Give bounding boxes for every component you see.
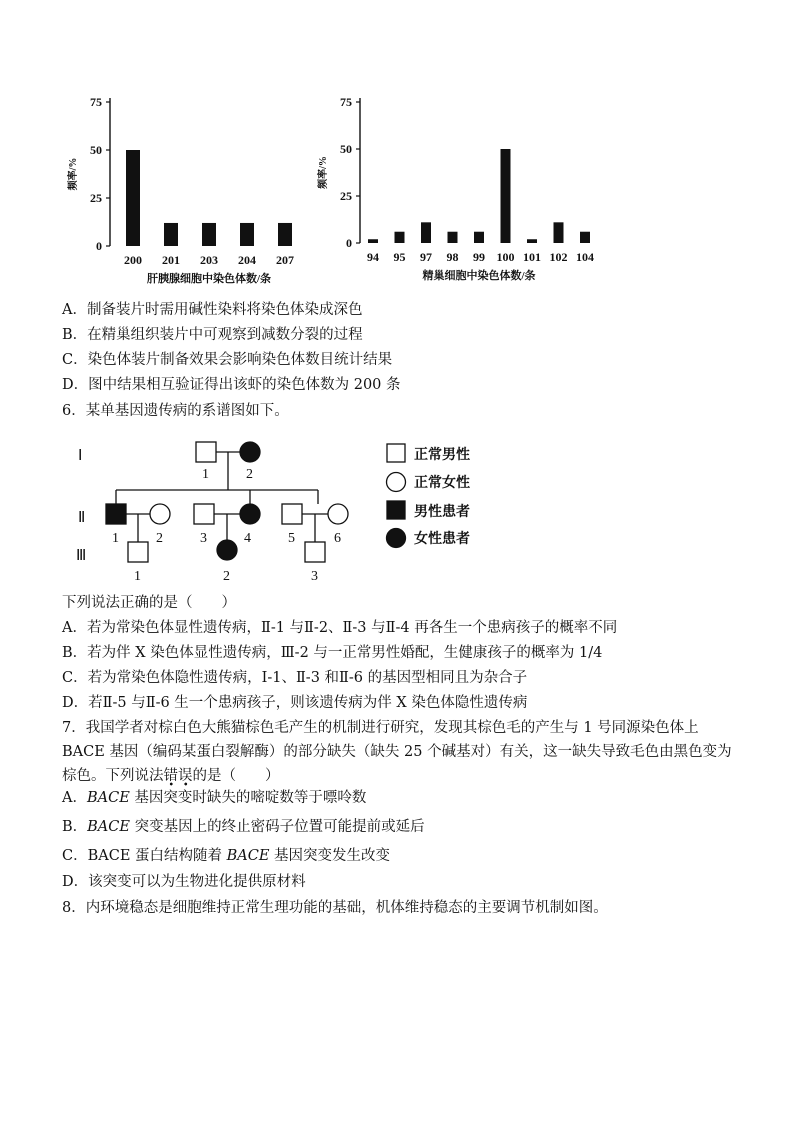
- chart-1-bar: [474, 232, 484, 243]
- q7-option-a: [62, 788, 366, 808]
- q7-option-a-gene: BACE: [86, 790, 130, 806]
- chart-1-y-tick-label: 50: [340, 142, 352, 156]
- chart-1-bar: [395, 232, 405, 243]
- q6-option-b: B．若为伴 X 染色体显性遗传病，Ⅲ-2 与一正常男性婚配，生健康孩子的概率为 1/4: [62, 645, 603, 661]
- chart-1-x-tick-label: 98: [446, 250, 459, 264]
- generation-label-3: Ⅲ: [76, 548, 87, 564]
- q5-option-a: A．制备装片时需用碱性染料将染色体染成深色: [62, 302, 363, 318]
- legend-affected-male: 男性患者: [414, 505, 470, 520]
- q8-stem: 8．内环境稳态是细胞维持正常生理功能的基础，机体维持稳态的主要调节机制如图。: [62, 900, 608, 916]
- pedigree-chart: [60, 430, 490, 590]
- q7-option-d-label: D．该突变可以为生物进化提供原材料: [62, 874, 306, 890]
- chart-0-y-label: 频率/%: [68, 157, 79, 191]
- q6-stem: 6．某单基因遗传病的系谱图如下。: [62, 403, 289, 419]
- chart-1-y-label: 频率/%: [318, 156, 329, 189]
- chart-0-y-tick-label: 75: [90, 95, 102, 109]
- chart-0-x-tick-label: 200: [124, 253, 142, 267]
- chart-1-bar: [580, 232, 590, 243]
- ped-num-ii2: 2: [156, 531, 163, 546]
- chart-1-x-tick-label: 102: [549, 250, 568, 264]
- ped-ii6-normal-female: [328, 504, 348, 524]
- ped-i1-normal-male: [196, 442, 216, 462]
- q7-option-b-label: B．: [62, 819, 88, 835]
- generation-label-1: Ⅰ: [78, 448, 83, 464]
- legend-normal-female-icon: [387, 473, 406, 492]
- ped-ii1-affected-male: [106, 504, 126, 524]
- legend-affected-female-icon: [387, 529, 406, 548]
- chart-1-bar: [527, 239, 537, 243]
- chart-0-bar: [126, 150, 140, 246]
- chart-1-x-tick-label: 97: [420, 250, 432, 264]
- ped-iii3-normal-male: [305, 542, 325, 562]
- chart-1-bar: [368, 239, 378, 243]
- q7-option-c-gene: BACE: [226, 848, 270, 864]
- q6-option-d: D．若Ⅱ-5 与Ⅱ-6 生一个患病孩子，则该遗传病为伴 X 染色体隐性遗传病: [62, 695, 528, 711]
- chart-1-y-tick-label: 25: [340, 189, 352, 203]
- chart-1-x-label: 精巢细胞中染色体数/条: [422, 270, 536, 282]
- chart-0-x-tick-label: 207: [276, 253, 294, 267]
- q7-option-c-text: 基因突变发生改变: [269, 848, 391, 864]
- q7-option-b-text: 突变基因上的终止密码子位置可能提前或延后: [129, 819, 425, 835]
- q6-option-c: C．若为常染色体隐性遗传病，Ⅰ-1、Ⅱ-3 和Ⅱ-6 的基因型相同且为杂合子: [62, 670, 528, 686]
- q7-option-b: [62, 817, 425, 837]
- legend-affected-female: 女性患者: [414, 532, 470, 547]
- ped-iii1-normal-male: [128, 542, 148, 562]
- chart-1-x-tick-label: 101: [523, 250, 541, 264]
- ped-num-ii5: 5: [288, 531, 295, 546]
- ped-num-ii6: 6: [334, 531, 341, 546]
- chart-0-x-label: 肝胰腺细胞中染色体数/条: [146, 273, 272, 285]
- chart-1-x-tick-label: 104: [576, 250, 594, 264]
- chart-0-bar: [240, 223, 254, 246]
- ped-num-iii1: 1: [134, 569, 141, 584]
- ped-ii4-affected-female: [240, 504, 260, 524]
- chart-0-x-tick-label: 204: [238, 253, 256, 267]
- legend-normal-male-icon: [387, 444, 405, 462]
- q7-option-a-text: 基因突变时缺失的嘧啶数等于嘌呤数: [129, 790, 367, 806]
- legend-normal-female: 正常女性: [414, 476, 470, 491]
- chromosome-count-charts: [60, 88, 620, 298]
- q7-stem-tail: 的是（ ）: [192, 768, 280, 784]
- q5-option-d: D．图中结果相互验证得出该虾的染色体数为 200 条: [62, 377, 401, 393]
- q6-option-a: A．若为常染色体显性遗传病，Ⅱ-1 与Ⅱ-2、Ⅱ-3 与Ⅱ-4 再各生一个患病孩子的概率不同: [62, 620, 618, 636]
- chart-0-y-tick-label: 50: [90, 143, 102, 157]
- chart-0-y-tick-label: 0: [96, 239, 102, 253]
- q5-option-b: B．在精巢组织装片中可观察到减数分裂的过程: [62, 327, 363, 343]
- chart-1-x-tick-label: 99: [473, 250, 485, 264]
- q7-option-c: [62, 846, 390, 866]
- q5-option-c: C．染色体装片制备效果会影响染色体数目统计结果: [62, 352, 393, 368]
- chart-1-x-tick-label: 100: [496, 250, 515, 264]
- ped-ii2-normal-female: [150, 504, 170, 524]
- chart-0-bar: [202, 223, 216, 246]
- ped-num-ii4: 4: [244, 531, 251, 546]
- q7-stem-emphasis: 错误: [164, 768, 193, 787]
- chart-1-bar: [421, 222, 431, 243]
- q7-option-b-gene: BACE: [87, 819, 130, 835]
- chart-0-y-tick-label: 25: [90, 191, 102, 205]
- chart-1-y-tick-label: 75: [340, 95, 352, 109]
- chart-0-x-tick-label: 201: [162, 253, 180, 267]
- q7-stem: [62, 716, 744, 788]
- chart-0-bar: [278, 223, 292, 246]
- ped-num-ii1: 1: [112, 531, 119, 546]
- ped-ii3-normal-male: [194, 504, 214, 524]
- chart-0-x-tick-label: 203: [200, 253, 218, 267]
- ped-i2-affected-female: [240, 442, 260, 462]
- ped-num-i2: 2: [246, 467, 253, 482]
- ped-iii2-affected-female: [217, 540, 237, 560]
- chart-0-bar: [164, 223, 178, 246]
- chart-1-bar: [501, 149, 511, 243]
- ped-num-iii3: 3: [311, 569, 318, 584]
- chart-1-x-tick-label: 95: [393, 250, 406, 264]
- q6-prompt: 下列说法正确的是（ ）: [62, 595, 236, 611]
- ped-ii5-normal-male: [282, 504, 302, 524]
- ped-num-ii3: 3: [200, 531, 207, 546]
- chart-1-x-tick-label: 94: [367, 250, 379, 264]
- legend-affected-male-icon: [387, 501, 405, 519]
- generation-label-2: Ⅱ: [78, 510, 86, 526]
- ped-num-iii2: 2: [223, 569, 230, 584]
- chart-1-bar: [554, 222, 564, 243]
- chart-1-y-tick-label: 0: [346, 236, 352, 250]
- legend-normal-male: 正常男性: [414, 448, 470, 463]
- q7-option-c-label: C．BACE 蛋白结构随着: [62, 848, 227, 864]
- q7-option-d: [62, 872, 306, 892]
- q7-option-a-label: A．: [62, 790, 87, 806]
- chart-1-bar: [448, 232, 458, 243]
- q7-stem-text: 7．我国学者对棕白色大熊猫棕色毛产生的机制进行研究，发现其棕色毛的产生与 1 号同源染色体上 BACE 基因（编码某蛋白裂解酶）的部分缺失（缺失 25 个碱基对）有关，这一缺失导致毛色由黑色变为棕色。下列说法: [62, 720, 732, 784]
- ped-num-i1: 1: [202, 467, 209, 482]
